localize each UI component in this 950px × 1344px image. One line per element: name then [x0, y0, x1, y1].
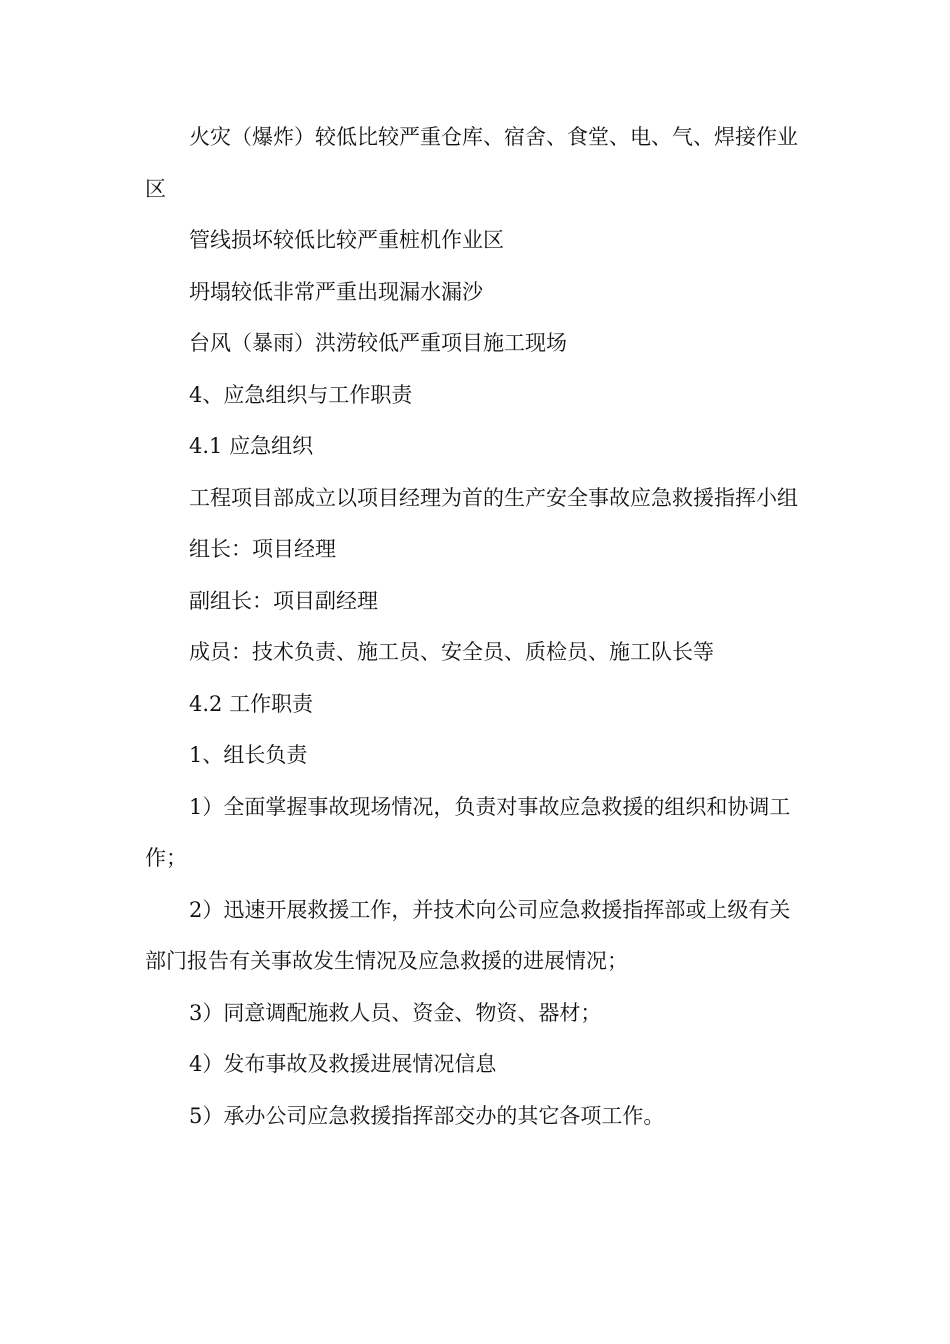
paragraph-fire-risk: 火灾（爆炸）较低比较严重仓库、宿舍、食堂、电、气、焊接作业区 [145, 125, 798, 201]
section-heading-4: 4、应急组织与工作职责 [189, 382, 413, 407]
paragraph-collapse-risk: 坍塌较低非常严重出现漏水漏沙 [189, 279, 483, 304]
paragraph-team-setup: 工程项目部成立以项目经理为首的生产安全事故应急救援指挥小组 [189, 485, 798, 510]
subsection-heading-4-2: 4.2 工作职责 [189, 691, 314, 716]
subsection-heading-4-1: 4.1 应急组织 [189, 434, 314, 458]
list-item-duty-2: 2）迅速开展救援工作，并技术向公司应急救援指挥部或上级有关部门报告有关事故发生情况及应急救援的进展情况； [145, 897, 791, 973]
paragraph-pipeline-risk: 管线损坏较低比较严重桩机作业区 [189, 228, 504, 252]
list-item-duty-5: 5）承办公司应急救援指挥部交办的其它各项工作。 [189, 1103, 665, 1128]
paragraph-members: 成员：技术负责、施工员、安全员、质检员、施工队长等 [189, 640, 714, 664]
list-item-duty-1: 1）全面掌握事故现场情况，负责对事故应急救援的组织和协调工作； [145, 794, 791, 870]
paragraph-typhoon-risk: 台风（暴雨）洪涝较低严重项目施工现场 [189, 331, 567, 355]
list-item-duty-4: 4）发布事故及救援进展情况信息 [189, 1052, 497, 1076]
document-body [145, 112, 805, 1142]
list-item-duty-3: 3）同意调配施救人员、资金、物资、器材； [189, 1000, 602, 1025]
paragraph-team-leader: 组长：项目经理 [189, 537, 336, 561]
paragraph-deputy-leader: 副组长：项目副经理 [189, 588, 378, 613]
list-heading-leader-duties: 1、组长负责 [189, 743, 308, 767]
